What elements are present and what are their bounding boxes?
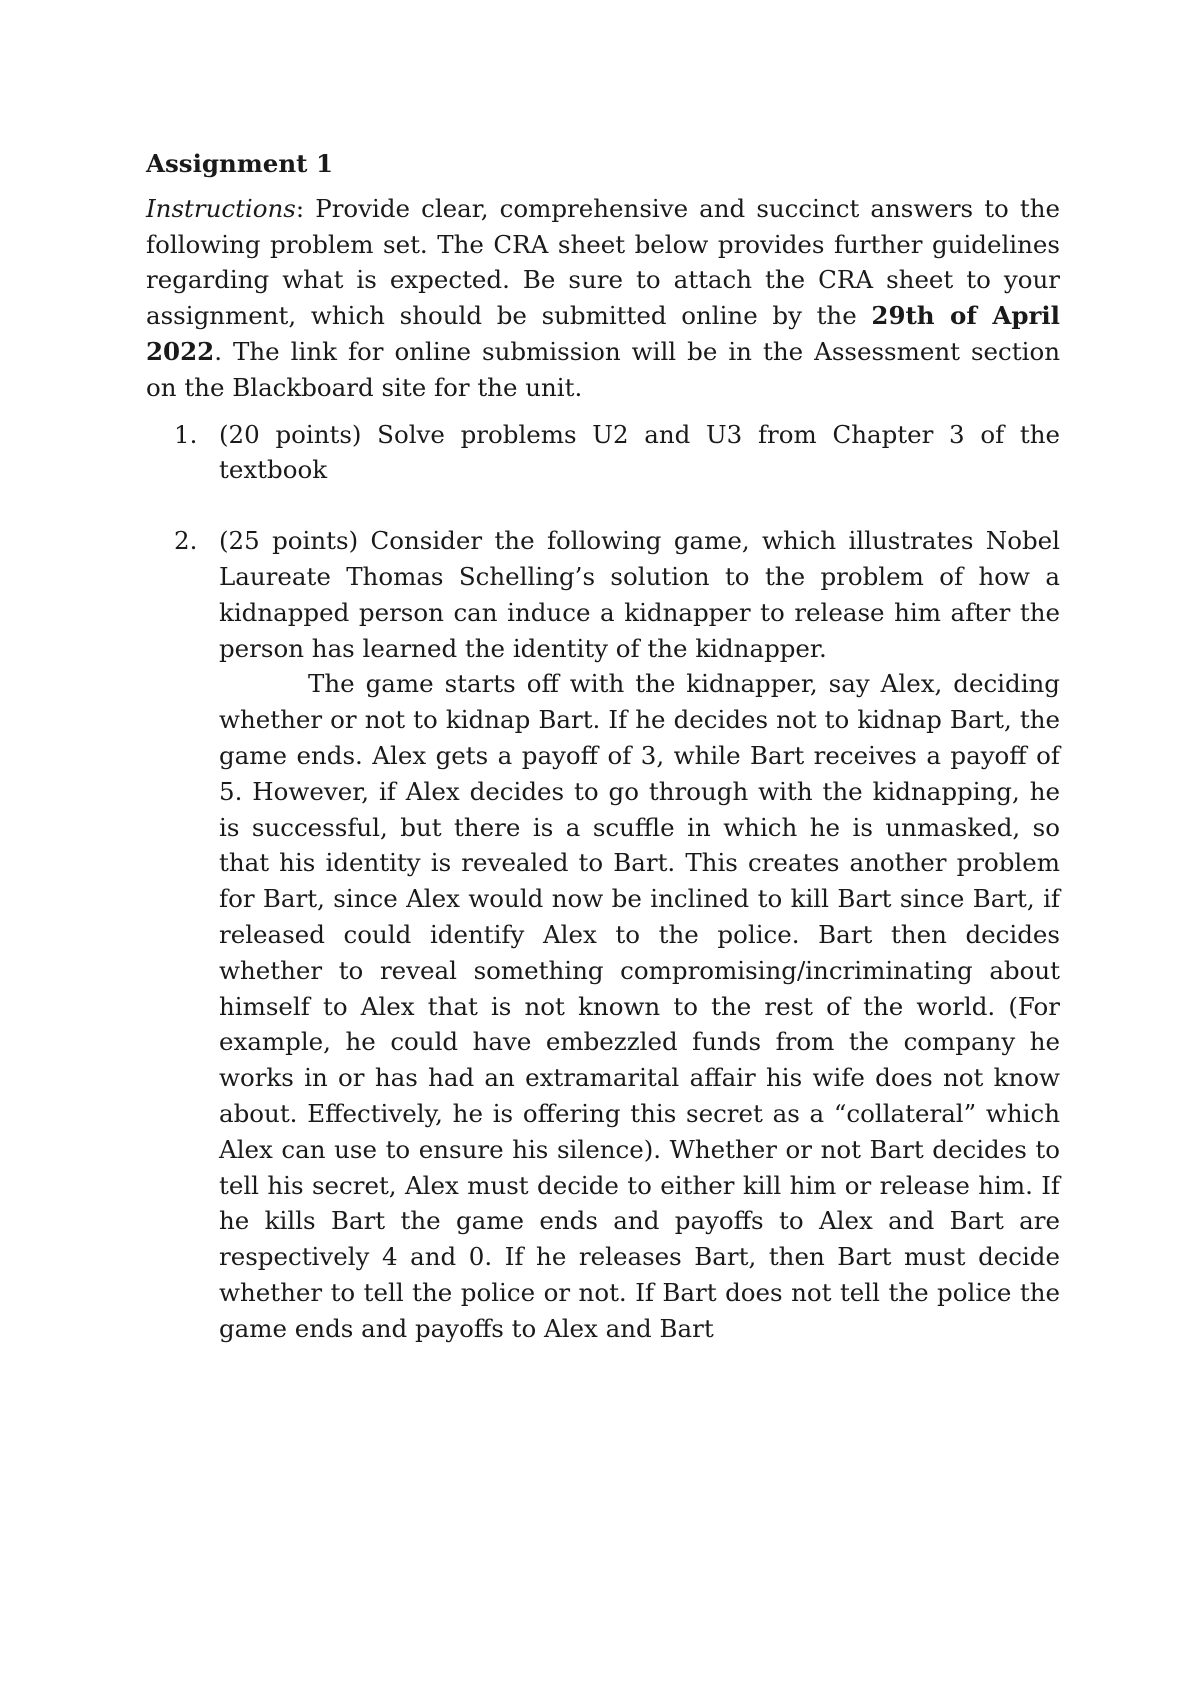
problem-item — [146, 417, 1060, 489]
problem-text: (20 points) Solve problems U2 and U3 from Chapter 3 of the textbook — [219, 419, 1060, 485]
problem-number: 1. — [174, 419, 198, 449]
problem-number: 2. — [174, 526, 198, 556]
due-date: 29th of April 2022 — [146, 301, 1060, 366]
problem-list — [146, 417, 1060, 1347]
instructions-paragraph — [146, 191, 1060, 406]
document-page — [146, 146, 1060, 1347]
assignment-title: Assignment 1 — [146, 149, 334, 178]
instructions-label: Instructions — [146, 193, 296, 223]
problem-item — [146, 523, 1060, 1346]
instructions-text-end: . The link for online submission will be in the Assessment section on the Blackboard site for the unit. — [146, 336, 1060, 402]
problem-text-continued: The game starts off with the kidnapper, say Alex, deciding whether or not to kidnap Bart. If he decides not to kidnap Bart, the game ends. Alex gets a payoff of 3, while Bart receives a payoff of 5. However, if Alex decides to go through with the kidnapping, he is successful, but there is a scuffle in which he is unmasked, so that his identity is revealed to Bart. This creates another problem for Bart, since Alex would now be inclined to kill Bart since Bart, if released could identify Alex to the police. Bart then decides whether to reveal something compromising/incriminating about himself to Alex that is not known to the rest of the world. (For example, he could have embezzled funds from the company he works in or has had an extramarital affair his wife does not know about. Effectively, he is offering this secret as a “collateral” which Alex can use to ensure his silence). Whether or not Bart decides to tell his secret, Alex must decide to either kill him or release him. If he kills Bart the game ends and payoffs to Alex and Bart are respectively 4 and 0. If he releases Bart, then Bart must decide whether to tell the police or not. If Bart does not tell the police the game ends and payoffs to Alex and Bart — [219, 669, 1060, 1343]
problem-text: (25 points) Consider the following game, which illustrates Nobel Laureate Thomas Schelling’s solution to the problem of how a kidnapped person can induce a kidnapper to release him after the person has learned the identity of the kidnapper. — [219, 526, 1060, 663]
instructions-text: : Provide clear, comprehensive and succinct answers to the following problem set. The CRA sheet below provides further guidelines regarding what is expected. Be sure to attach the CRA sheet to your assignment, which should be submitted online by the — [146, 193, 1060, 331]
